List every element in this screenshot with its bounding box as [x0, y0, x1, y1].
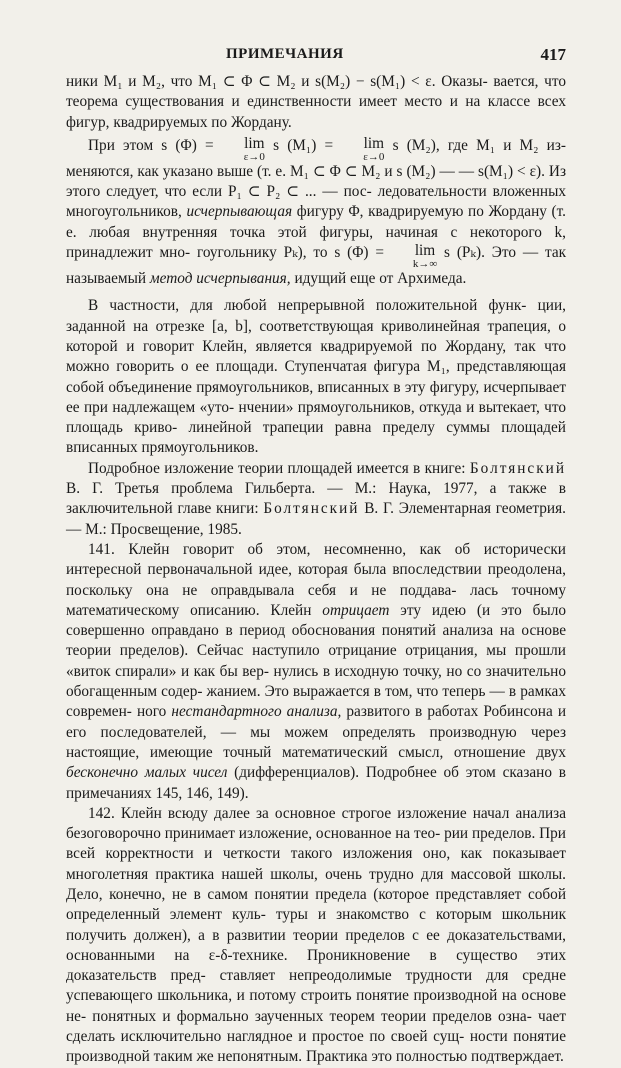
- text-line: точка этой фигуры, начиная с некоторого k, принадлежит мно-: [66, 223, 566, 262]
- text-line: В. Г.: [359, 500, 394, 518]
- text-line: прямоугольников.: [141, 439, 259, 457]
- text-line: жанием. Это выражается в том, что теперь — в рамках современ-: [66, 683, 566, 721]
- note-141: [66, 540, 566, 804]
- lim-subscript: ε→0: [243, 150, 265, 163]
- text-line: трапеция, о которой и говорит Клейн, является квадрируемой по: [66, 317, 566, 355]
- text-line: двух: [536, 743, 566, 761]
- text-line: полностью подтверждает.: [395, 1048, 564, 1066]
- text-line: школьника, и потому строить понятие производной на основе не-: [66, 987, 567, 1025]
- text-line: — s(M₁) < ε). Из этого следует, что если P₁ ⊂ P₂ ⊂ ... — пос-: [66, 162, 566, 201]
- paragraph: [66, 459, 566, 540]
- author-name: Болтянский: [263, 500, 360, 518]
- text-line: s (Pₖ). Это — так называемый: [66, 244, 567, 288]
- text-line: ного: [136, 703, 172, 721]
- text-line: ции, заданной на отрезке [a, b], соответствующая криволинейная: [66, 297, 567, 335]
- text-line: ε-δ-технике. Проникновение в существо этих доказательств пред-: [66, 946, 567, 985]
- text-line: вписанных в эту фигуру, исчерпывает ее при надлежащем «уто-: [66, 378, 567, 416]
- italic-term: отрицает: [322, 601, 390, 619]
- limit-expression: [341, 136, 384, 162]
- text-line: меняются, как указано выше (т. е. M₁ ⊂ Φ ⊂ M₂ и s (M₂) —: [66, 162, 455, 180]
- italic-term: нестандартного анализа,: [171, 703, 342, 721]
- paragraph: [66, 72, 566, 133]
- text-line: предела (которое представляет собой определенный элемент куль-: [66, 885, 567, 924]
- text-line: нчении» прямоугольников, откуда и вытекает, что площадь криво-: [66, 398, 567, 437]
- limit-expression: [391, 243, 437, 269]
- text-line: фигуру Φ, квадрируемую по Жордану (т. е. любая внутренняя: [66, 203, 567, 241]
- text-line: понятий анализа на основе теории пределов). Сейчас наступило: [66, 622, 566, 660]
- paragraph: [66, 296, 566, 458]
- lim-word: lim: [363, 134, 385, 152]
- text-line: развитого в работах Робинсона и: [341, 703, 567, 721]
- text-line: ности понятие производной таким же непонятным. Практика это: [66, 1028, 566, 1066]
- text-line: анализа безоговорочно принимает изложение, основанное на тео-: [66, 804, 566, 843]
- lim-subscript: k→∞: [412, 258, 438, 271]
- text-line: развитии теории пределов с ее доказательствами, основанными на: [66, 926, 566, 964]
- running-header: [66, 46, 566, 72]
- text-line: отрицание отрицания, мы прошли «виток спирали» и как бы вер-: [66, 642, 566, 680]
- text-line: трудно для массовой школы. Дело, конечно, не в самом понятии: [66, 865, 566, 903]
- book-page: [66, 46, 566, 1068]
- text-line: 141. Клейн говорит об этом, несомненно, как об исторически: [88, 540, 566, 558]
- running-title: ПРИМЕЧАНИЯ: [226, 46, 344, 62]
- text-line: линейной трапеции равна пределу суммы площадей вписанных: [66, 419, 566, 457]
- text-line: его последователей, — мы можем определять производную через: [66, 723, 566, 741]
- text-line: чает сделать исключительно наглядное и простое по своей сущ-: [66, 1007, 567, 1046]
- italic-term: бесконечно малых чисел: [66, 764, 228, 782]
- text-line: лась точному математическому описанию. Клейн: [66, 581, 566, 619]
- text-line: При этом s (Φ) =: [88, 136, 214, 154]
- text-line: преодолена, поскольку она не оправдывала себя и не поддава-: [66, 561, 566, 599]
- text-line: интересной первоначальной идее, которая была впоследствии: [66, 561, 482, 579]
- paragraph: [66, 136, 566, 289]
- text-line: s (M₂), где M₁ и M₂ из-: [392, 136, 566, 154]
- text-line: Жордану, так что можно говорить о ее площади. Ступенчатая: [66, 337, 566, 376]
- page-body: [66, 72, 566, 1068]
- text-line: (дифференциалов). Подробнее об: [227, 764, 459, 782]
- lim-word: lim: [414, 242, 436, 260]
- text-line: Элементарная геометрия. — М.: Просвещение, 1985.: [66, 500, 566, 538]
- text-line: 1977, а также в заключительной главе книги:: [66, 480, 567, 518]
- text-line: этом сказано в примечаниях 145, 146, 149).: [66, 764, 567, 802]
- text-line: понятных и формально заученных теорем теории пределов озна-: [92, 1007, 532, 1025]
- text-line: рии пределов. При всей корректности и четкости такого изложения: [66, 825, 566, 863]
- page-number: 417: [540, 45, 566, 64]
- text-line: гоугольнику Pₖ), то s (Φ) =: [196, 244, 384, 262]
- text-line: Подробное изложение теории площадей имеется в книге:: [88, 459, 466, 477]
- text-line: ставляет непреодолимые трудности для средне успевающего: [66, 967, 566, 1005]
- lim-word: lim: [244, 134, 265, 152]
- author-name: Болтянский: [469, 459, 567, 477]
- limit-expression: [222, 136, 265, 162]
- text-line: идею (и это было совершенно оправдано в период обоснования: [66, 601, 566, 640]
- text-line: эту: [389, 601, 421, 619]
- text-line: вается, что теорема существования и единственности имеет место: [66, 73, 566, 111]
- text-line: оно, как показывает многолетняя практика нашей школы, очень: [66, 845, 566, 883]
- text-line: туры и знакомство с которым школьник получить должен), а в: [66, 906, 567, 944]
- text-line: фигура M₁, представляющая собой объединение прямоугольников,: [66, 358, 566, 396]
- text-line: идущий еще от Архимеда.: [290, 270, 467, 288]
- note-142: [66, 804, 566, 1068]
- text-line: В частности, для любой непрерывной положительной функ-: [88, 297, 527, 315]
- text-line: настоящие, имеющие точный математический смысл, отношение: [66, 743, 526, 761]
- text-line: нулись в исходную точку, но со значительно обогащенным содер-: [66, 662, 566, 701]
- text-line: и на классе всех фигур, квадрируемых по Жордану.: [66, 93, 567, 131]
- text-line: В. Г. Третья проблема Гильберта. — М.: Наука,: [66, 480, 431, 498]
- text-line: s (M₁) =: [273, 136, 334, 154]
- lim-subscript: ε→0: [363, 150, 385, 163]
- text-line: 142. Клейн всюду далее за основное строгое изложение начал: [88, 804, 510, 822]
- italic-term: метод исчерпывания,: [149, 270, 291, 288]
- italic-term: исчерпывающая: [186, 203, 293, 221]
- text-line: ледовательности вложенных многоугольников,: [66, 183, 566, 221]
- text-line: ники M₁ и M₂, что M₁ ⊂ Φ ⊂ M₂ и s(M₂) − s(M₁) < ε. Оказы-: [66, 73, 488, 90]
